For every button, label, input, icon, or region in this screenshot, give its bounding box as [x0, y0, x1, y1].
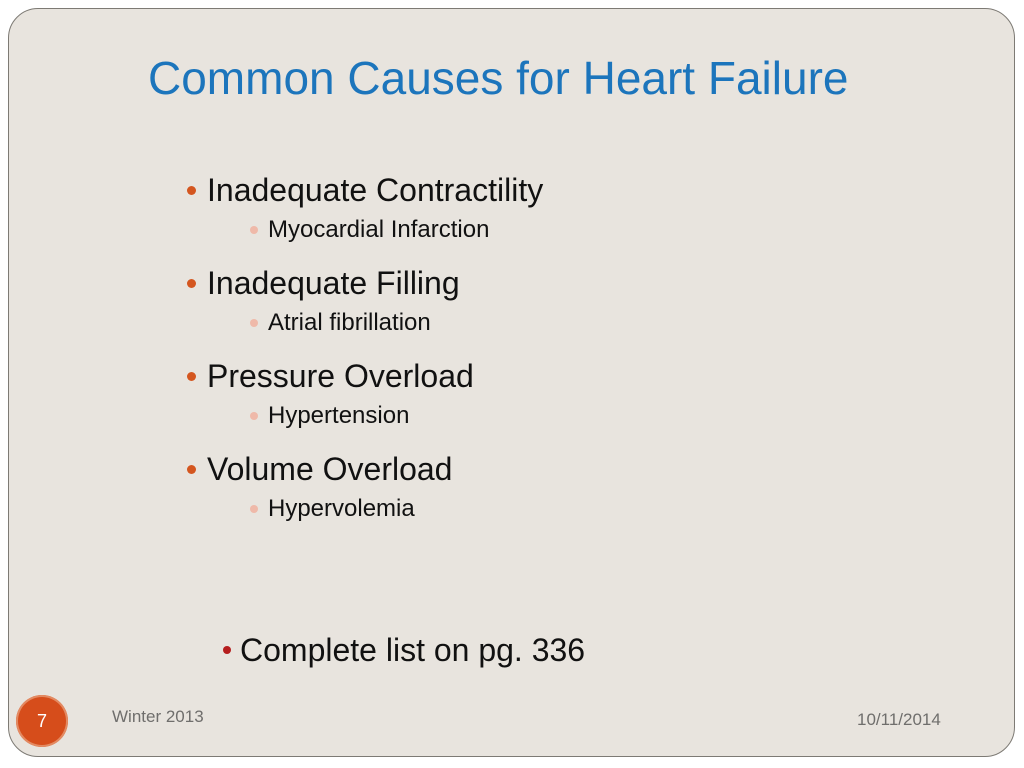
bullet-label: Inadequate Contractility: [207, 171, 544, 208]
list-item: [184, 354, 543, 434]
sub-bullet-label: Hypertension: [268, 402, 410, 429]
bullet-list: [184, 168, 543, 540]
sub-bullet-label: Hypervolemia: [268, 495, 415, 522]
sub-bullet: [247, 212, 543, 248]
bullet-label: Pressure Overload: [207, 357, 474, 394]
slide-title: Common Causes for Heart Failure: [148, 52, 849, 104]
footer-left-text: Winter 2013: [112, 707, 204, 726]
bullet-dot-icon: [187, 186, 196, 195]
bullet-label: Inadequate Filling: [207, 264, 460, 301]
extra-note-label: Complete list on pg. 336: [240, 631, 586, 668]
main-bullet: [184, 261, 543, 305]
sub-bullet: [247, 491, 543, 527]
main-bullet: [184, 354, 543, 398]
bullet-label: Volume Overload: [207, 450, 453, 487]
list-item: [184, 168, 543, 248]
main-bullet: [184, 168, 543, 212]
sub-bullet-dot-icon: [250, 319, 258, 327]
sub-bullet-label: Myocardial Infarction: [268, 216, 490, 243]
sub-bullet-dot-icon: [250, 412, 258, 420]
bullet-dot-icon: [187, 372, 196, 381]
footer-date: 10/11/2014: [857, 710, 941, 729]
sub-bullet-label: Atrial fibrillation: [268, 309, 431, 336]
bullet-dot-icon: [187, 465, 196, 474]
sub-bullet: [247, 305, 543, 341]
bullet-dot-icon: [187, 279, 196, 288]
extra-bullet-dot-icon: [223, 646, 231, 654]
slide-number: 7: [36, 710, 47, 731]
sub-bullet-dot-icon: [250, 226, 258, 234]
list-item: [184, 261, 543, 341]
extra-note: [220, 628, 585, 672]
sub-bullet-dot-icon: [250, 505, 258, 513]
slide-number-badge: [16, 695, 68, 747]
list-item: [184, 447, 543, 527]
sub-bullet: [247, 398, 543, 434]
main-bullet: [184, 447, 543, 491]
